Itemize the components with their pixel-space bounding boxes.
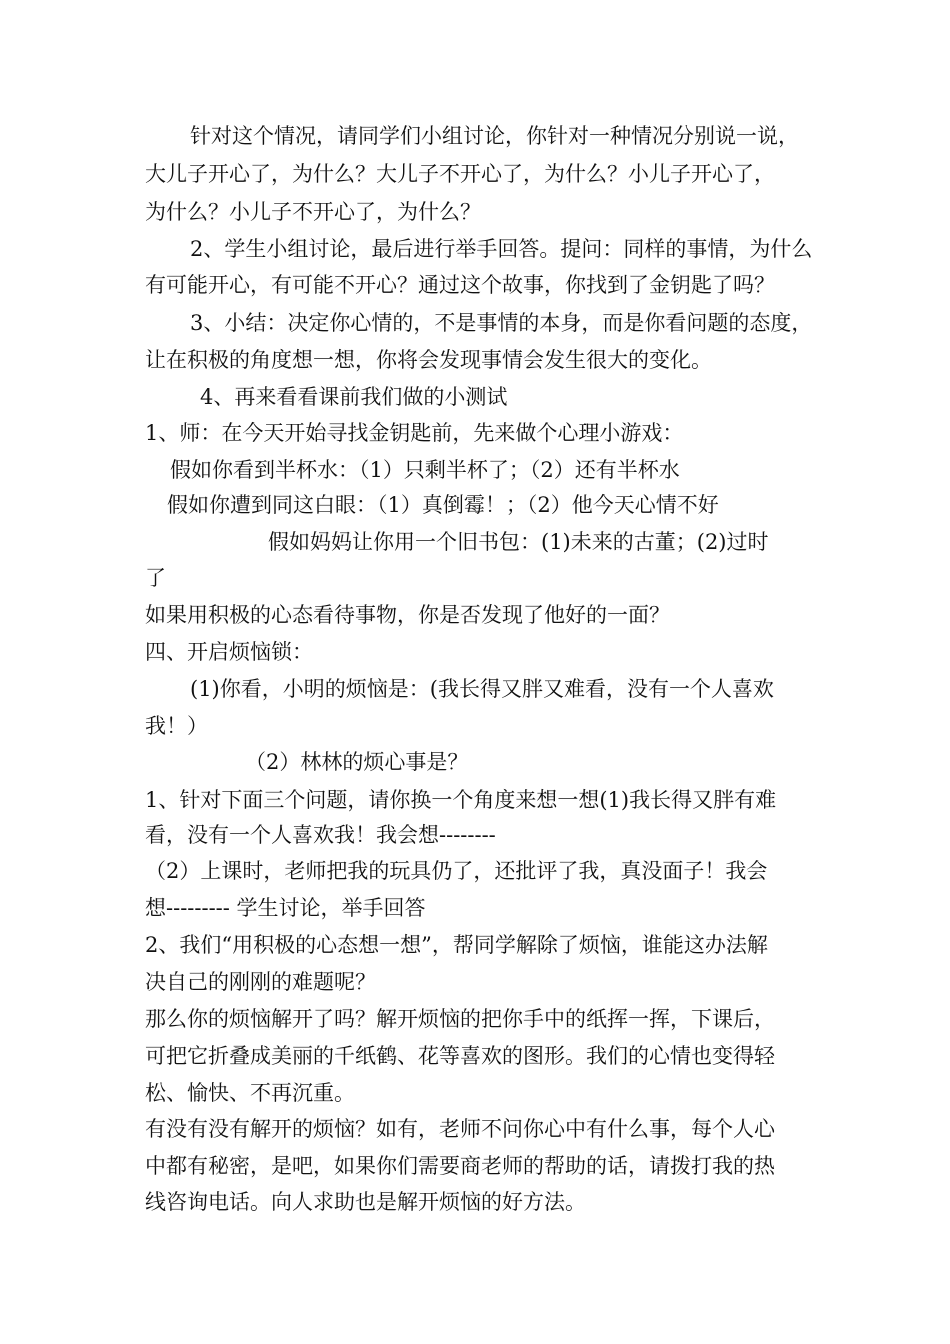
text-line: 有可能开心，有可能不开心？通过这个故事，你找到了金钥匙了吗？: [145, 273, 775, 297]
text-line: 如果用积极的心态看待事物，你是否发现了他好的一面？: [145, 603, 670, 627]
text-line: 1、针对下面三个问题，请你换一个角度来想一想(1)我长得又胖有难: [145, 788, 777, 812]
text-line: 2、学生小组讨论，最后进行举手回答。提问：同样的事情，为什么: [190, 237, 813, 261]
text-line: 线咨询电话。向人求助也是解开烦恼的好方法。: [145, 1190, 586, 1214]
text-line: 中都有秘密，是吧，如果你们需要商老师的帮助的话，请拨打我的热: [145, 1154, 775, 1178]
text-line: (1)你看，小明的烦恼是：(我长得又胖又难看，没有一个人喜欢: [190, 677, 774, 701]
text-line: 看，没有一个人喜欢我！我会想--------: [145, 823, 496, 847]
text-line: 那么你的烦恼解开了吗？解开烦恼的把你手中的纸挥一挥，下课后，: [145, 1007, 775, 1031]
text-line: 让在积极的角度想一想，你将会发现事情会发生很大的变化。: [145, 348, 712, 372]
text-line: 我！）: [145, 714, 208, 738]
text-line: 3、小结：决定你心情的，不是事情的本身，而是你看问题的态度，: [190, 311, 813, 335]
text-line: 有没有没有解开的烦恼？如有，老师不问你心中有什么事，每个人心: [145, 1117, 775, 1141]
text-line: 1、师：在今天开始寻找金钥匙前，先来做个心理小游戏：: [145, 421, 684, 445]
text-line: 为什么？小儿子不开心了，为什么？: [145, 200, 481, 224]
text-line: 松、愉快、不再沉重。: [145, 1081, 355, 1105]
text-line: 针对这个情况，请同学们小组讨论，你针对一种情况分别说一说，: [190, 124, 799, 148]
text-line: 了: [145, 566, 166, 590]
text-line: 四、开启烦恼锁：: [145, 640, 313, 664]
text-line: 想--------- 学生讨论，举手回答: [145, 896, 426, 920]
text-line: （2）林林的烦心事是？: [245, 750, 469, 774]
text-line: 4、再来看看课前我们做的小测试: [200, 385, 508, 409]
text-line: 2、我们“用积极的心态想一想”，帮同学解除了烦恼，谁能这办法解: [145, 933, 768, 957]
text-line: 假如你看到半杯水：（1）只剩半杯了；（2）还有半杯水: [170, 458, 680, 482]
text-line: 可把它折叠成美丽的千纸鹤、花等喜欢的图形。我们的心情也变得轻: [145, 1044, 775, 1068]
text-line: 大儿子开心了，为什么？大儿子不开心了，为什么？小儿子开心了，: [145, 162, 775, 186]
text-line: 假如你遭到同这白眼：（1）真倒霉！；（2）他今天心情不好: [167, 493, 719, 517]
text-line: （2）上课时，老师把我的玩具仍了，还批评了我，真没面子！我会: [145, 859, 768, 883]
text-line: 决自己的刚刚的难题呢？: [145, 970, 376, 994]
text-line: 假如妈妈让你用一个旧书包：(1)未来的古董；(2)过时: [268, 530, 769, 554]
